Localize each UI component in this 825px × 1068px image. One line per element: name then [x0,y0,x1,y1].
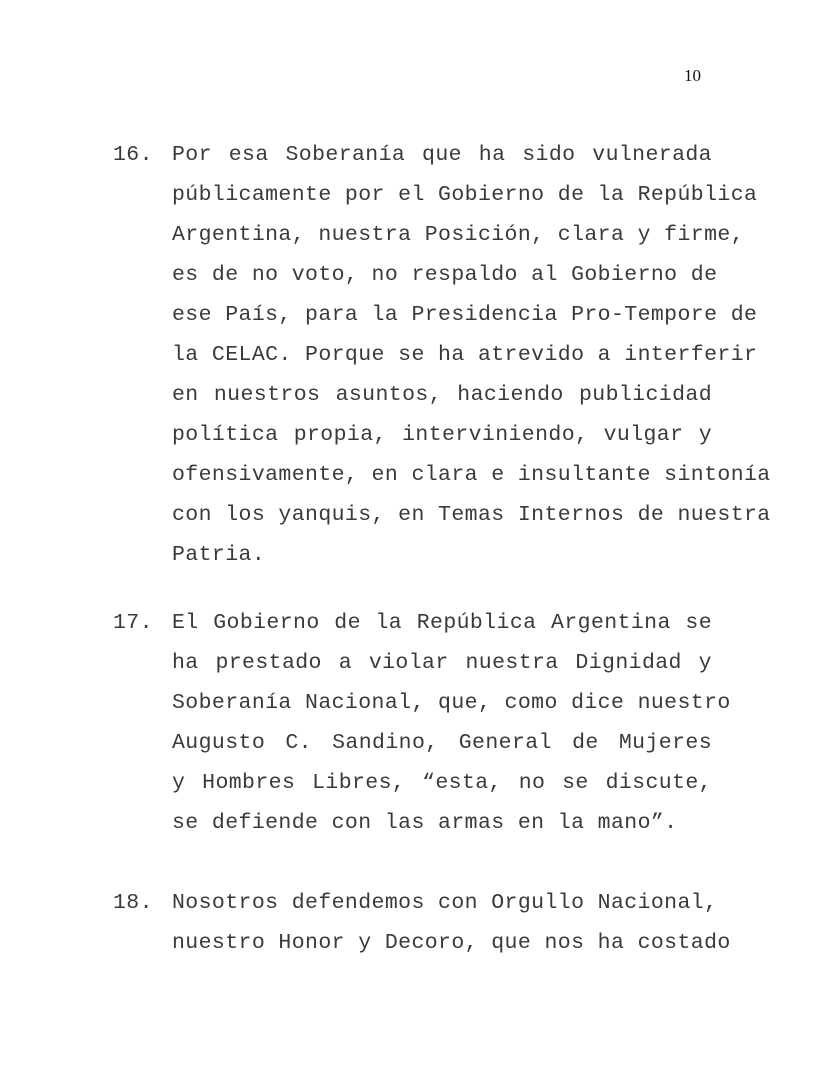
paragraph-line: ofensivamente, en clara e insultante sintonía [172,463,771,487]
paragraph-line: El Gobierno de la República Argentina se [172,611,712,635]
page-number: 10 [684,66,701,85]
paragraph-number: 16. [113,143,153,167]
paragraph-line: se defiende con las armas en la mano”. [172,811,678,835]
paragraph-line: Nosotros defendemos con Orgullo Nacional, [172,891,718,915]
paragraph-line: Augusto C. Sandino, General de Mujeres [172,731,712,755]
paragraph-line: ese País, para la Presidencia Pro-Tempore de [172,303,758,327]
paragraph-line: nuestro Honor y Decoro, que nos ha costado [172,931,731,955]
paragraph-line: con los yanquis, en Temas Internos de nuestra [172,503,771,527]
paragraph-line: ha prestado a violar nuestra Dignidad y [172,651,712,675]
paragraph-line: Por esa Soberanía que ha sido vulnerada [172,143,712,167]
paragraph-line: en nuestros asuntos, haciendo publicidad [172,383,712,407]
paragraph-line: Soberanía Nacional, que, como dice nuestro [172,691,731,715]
paragraph-number: 17. [113,611,153,635]
paragraph-line: la CELAC. Porque se ha atrevido a interferir [172,343,758,367]
paragraph-line: públicamente por el Gobierno de la República [172,183,758,207]
paragraph-number: 18. [113,891,153,915]
paragraph-line: es de no voto, no respaldo al Gobierno de [172,263,718,287]
paragraph-line: Argentina, nuestra Posición, clara y firme, [172,223,744,247]
paragraph-line: política propia, interviniendo, vulgar y [172,423,712,447]
paragraph-line: y Hombres Libres, “esta, no se discute, [172,771,712,795]
paragraph-line: Patria. [172,543,266,567]
